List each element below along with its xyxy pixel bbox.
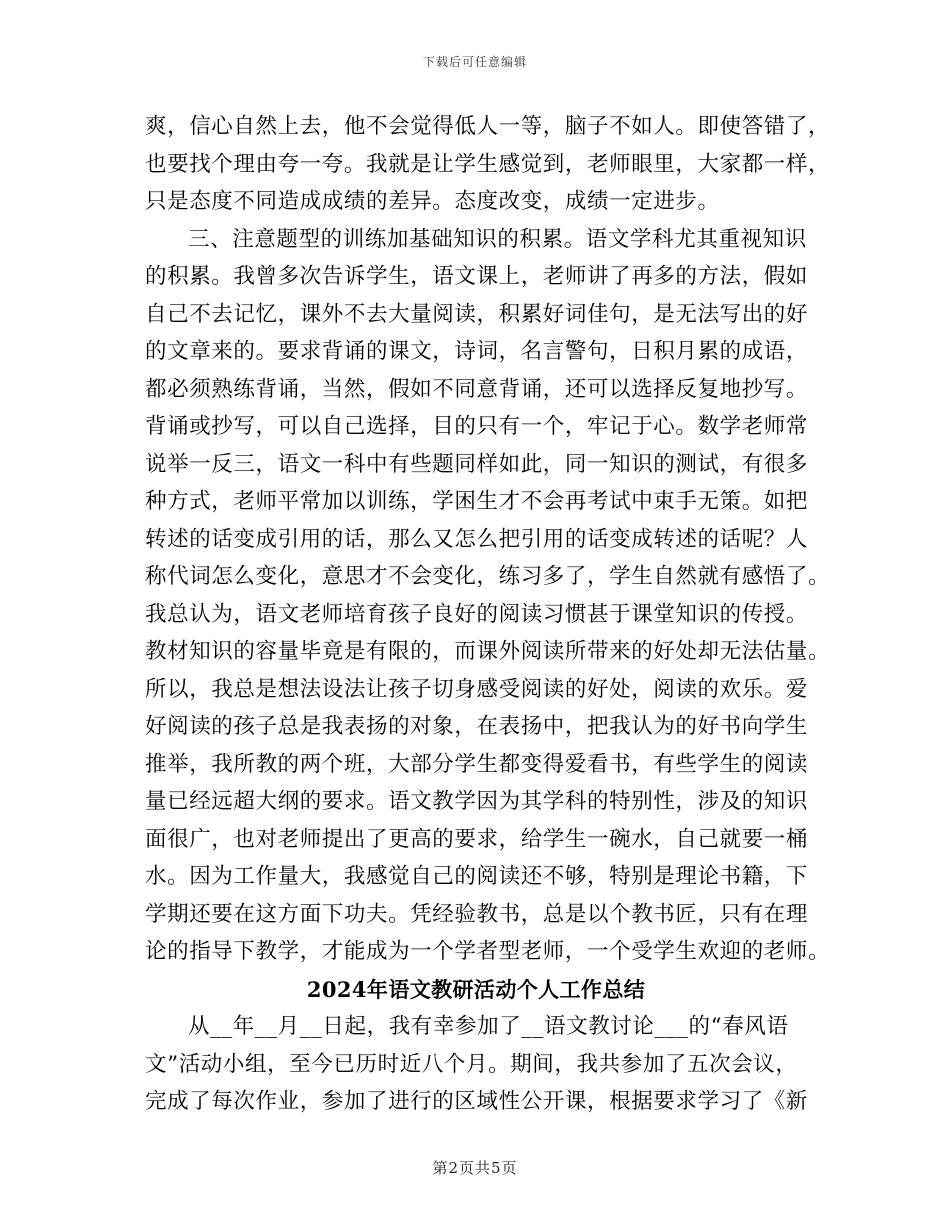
text-line: 完成了每次作业，参加了进行的区域性公开课，根据要求学习了《新 (145, 1089, 809, 1114)
text-line: 我总认为，语文老师培育孩子良好的阅读习惯甚于课堂知识的传授。 (145, 601, 809, 627)
text-line: 量已经远超大纲的要求。语文教学因为其学科的特别性，涉及的知识 (145, 789, 809, 814)
text-line: 好阅读的孩子总是我表扬的对象，在表扬中，把我认为的好书向学生 (145, 714, 809, 739)
text-line: 推举，我所教的两个班，大部分学生都变得爱看书，有些学生的阅读 (145, 751, 809, 777)
text-line: 的文章来的。要求背诵的课文，诗词，名言警句，日积月累的成语， (145, 339, 809, 364)
text-line: 教材知识的容量毕竟是有限的，而课外阅读所带来的好处却无法估量。 (145, 639, 831, 664)
text-line: 论的指导下教学，才能成为一个学者型老师，一个受学生欢迎的老师。 (145, 939, 831, 964)
paragraph-start-line: 从__年__月__日起，我有幸参加了__语文教讨论___的“春风语 (188, 1014, 789, 1039)
page-header: 下载后可任意编辑 (422, 55, 527, 69)
text-line: 只是态度不同造成成绩的差异。态度改变，成绩一定进步。 (145, 189, 720, 214)
page-footer: 第2页共5页 (432, 1159, 518, 1177)
text-line: 背诵或抄写，可以自己选择，目的只有一个，牢记于心。数学老师常 (145, 414, 809, 439)
text-line: 学期还要在这方面下功夫。凭经验教书，总是以个教书匠，只有在理 (145, 901, 809, 927)
text-line: 说举一反三，语文一科中有些题同样如此，同一知识的测试，有很多 (145, 451, 809, 477)
text-line: 转述的话变成引用的话，那么又怎么把引用的话变成转述的话呢？人 (145, 526, 809, 552)
text-line: 面很广，也对老师提出了更高的要求，给学生一碗水，自己就要一桶 (145, 826, 809, 852)
text-line: 水。因为工作量大，我感觉自己的阅读还不够，特别是理论书籍，下 (145, 864, 809, 889)
document-body (145, 108, 831, 1121)
text-line: 也要找个理由夸一夸。我就是让学生感觉到，老师眼里，大家都一样， (145, 151, 831, 177)
paragraph-start-line: 三、注意题型的训练加基础知识的积累。语文学科尤其重视知识 (188, 226, 807, 252)
text-line: 爽，信心自然上去，他不会觉得低人一等，脑子不如人。即使答错了， (145, 114, 831, 139)
text-line: 自己不去记忆，课外不去大量阅读，积累好词佳句，是无法写出的好 (145, 301, 809, 327)
text-line: 的积累。我曾多次告诉学生，语文课上，老师讲了再多的方法，假如 (145, 264, 809, 289)
text-line: 文”活动小组，至今已历时近八个月。期间，我共参加了五次会议， (145, 1051, 798, 1077)
text-line: 所以，我总是想法设法让孩子切身感受阅读的好处，阅读的欢乐。爱 (145, 676, 809, 702)
section-heading: 2024年语文教研活动个人工作总结 (306, 976, 646, 1002)
text-line: 称代词怎么变化，意思才不会变化，练习多了，学生自然就有感悟了。 (145, 564, 831, 589)
text-line: 都必须熟练背诵，当然，假如不同意背诵，还可以选择反复地抄写。 (145, 376, 809, 402)
text-line: 种方式，老师平常加以训练，学困生才不会再考试中束手无策。如把 (145, 489, 809, 514)
